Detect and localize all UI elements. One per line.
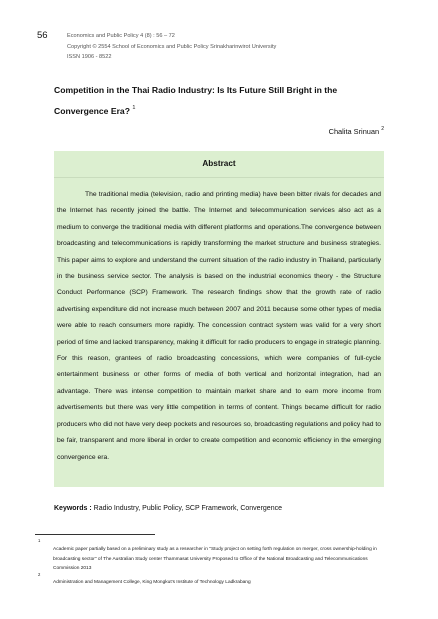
- abstract-divider: [54, 177, 384, 178]
- journal-header: [67, 31, 276, 63]
- author-name: Chalita Srinuan: [328, 127, 380, 136]
- footnote-2: [38, 571, 393, 588]
- page-number: 56: [37, 30, 48, 41]
- abstract-text: The traditional media (television, radio and printing media) have been bitter rivals for decades and the Internet has recently joined the battle. The Internet and telecommunication services also act as a medium to converge the traditional media with different platforms and operations.The convergence between broadcasting and telecommunications is rapidly transforming the market structure and business strategies. This paper aims to explore and understand the current situation of the radio industry in Thailand, particularly in the business service sector. The analysis is based on the industrial economics theory - the Structure Conduct Performance (SCP) Framework. The research findings show that the growth rate of radio advertising expenditure did not increase much between 2007 and 2011 because some other types of media were able to reach consumers more rapidly. The concession contract system was valid for a very short period of time and lacked transparency, making it difficult for radio producers to engage in strategic planning. For this reason, grantees of radio broadcasting concessions, which were companies of full-cycle entertainment business or other forms of media of both vertical and horizontal integration, had an advantage. There was intense competition to maintain market share and to earn more income from advertisements but there was very little competition in terms of content. Things became difficult for radio producers who did not have very deep pockets and resources so, broadcasting regulations and policy had to be fair, transparent and more liberal in order to create competition and economic efficiency in the emerging convergence era.: [57, 191, 381, 461]
- footnote-2-text: Administration and Management College, King Mongkut's Institute of Technology Ladkrabang: [53, 579, 251, 585]
- footnote-1: [38, 538, 393, 574]
- keywords-text: Radio Industry, Public Policy, SCP Framework, Convergence: [91, 505, 282, 512]
- keywords-label: Keywords :: [54, 505, 92, 512]
- footnotes: [38, 538, 393, 587]
- title-footnote-mark: 1: [132, 105, 136, 111]
- copyright-line: Copyright © 2554 School of Economics and Public Policy Srinakharinwirot University: [67, 43, 277, 50]
- keywords-line: [54, 505, 384, 512]
- footnote-2-mark: 2: [38, 571, 41, 577]
- author-line: [329, 126, 384, 136]
- paper-title: [54, 81, 384, 120]
- abstract-heading: Abstract: [202, 159, 236, 168]
- journal-citation: Economics and Public Policy 4 (8) : 56 – 72: [67, 33, 175, 39]
- issn-line: ISSN 1906 - 8522: [67, 54, 112, 60]
- abstract-box: [54, 151, 384, 487]
- author-footnote-mark: 2: [381, 126, 384, 132]
- paper-title-text: Competition in the Thai Radio Industry: Is Its Future Still Bright in the Convergence Era?: [54, 85, 338, 116]
- footnote-rule: [35, 534, 155, 535]
- footnote-1-text: Academic paper partially based on a preliminary study as a researcher in "Study project on setting forth regulation on merger, cross ownership-holding in broadcasting sector" of The Australian Study center Thammasat University Proposed to Office of the National Broadcasting and Telecommunications Commission 2013: [53, 547, 377, 572]
- footnote-1-mark: 1: [38, 538, 41, 543]
